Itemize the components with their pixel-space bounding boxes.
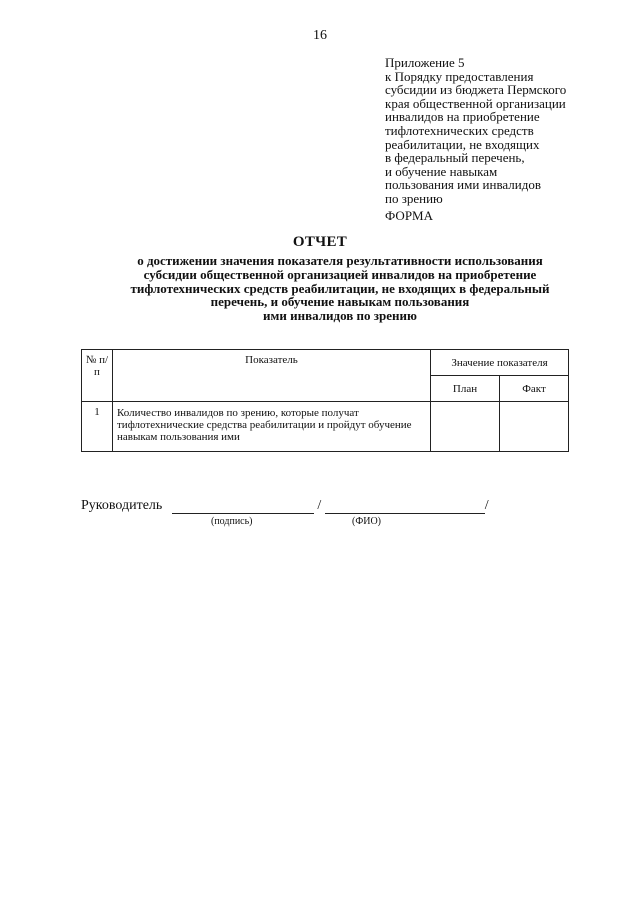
appendix-header (385, 56, 615, 206)
signature-block (81, 498, 489, 514)
name-line[interactable] (325, 501, 485, 514)
table-header-row (82, 350, 569, 376)
signature-end: / (484, 498, 489, 513)
subtitle-line: тифлотехнических средств реабилитации, не входящих в федеральный (130, 280, 550, 296)
subtitle-line: субсидии общественной организацией инвалидов на приобретение (143, 266, 537, 282)
appendix-line: тифлотехнических средств (385, 122, 534, 138)
appendix-line: в федеральный перечень, (385, 150, 525, 166)
name-caption: (ФИО) (352, 516, 382, 527)
row-fact-value[interactable] (500, 402, 569, 452)
header-plan: План (431, 376, 500, 402)
row-indicator: Количество инвалидов по зрению, которые получат тифлотехнические средства реабилитации и пройдут обучение навыкам пользования ими (113, 402, 431, 452)
appendix-line: по зрению (385, 190, 443, 206)
signature-line[interactable] (172, 501, 314, 514)
report-subtitle (90, 254, 590, 323)
appendix-line: субсидии из бюджета Пермского (385, 82, 567, 98)
header-num: № п/п (82, 350, 113, 402)
subtitle-line: о достижении значения показателя результативности использования (137, 253, 543, 268)
forma-label: ФОРМА (385, 208, 433, 223)
header-fact: Факт (500, 376, 569, 402)
appendix-line: реабилитации, не входящих (385, 136, 540, 152)
indicators-table (81, 349, 569, 452)
appendix-line: инвалидов на приобретение (385, 109, 540, 125)
signature-caption: (подпись) (211, 516, 253, 527)
signature-separator: / (317, 498, 322, 513)
appendix-line: и обучение навыкам (385, 163, 498, 179)
appendix-line: края общественной организации (385, 95, 566, 111)
header-value-group: Значение показателя (431, 350, 569, 376)
header-indicator: Показатель (113, 350, 431, 402)
signature-label: Руководитель (81, 498, 163, 513)
subtitle-line: перечень, и обучение навыкам пользования (210, 294, 470, 310)
appendix-line: Приложение 5 (385, 55, 465, 70)
row-plan-value[interactable] (431, 402, 500, 452)
row-num: 1 (82, 402, 113, 452)
appendix-line: пользования ими инвалидов (385, 177, 541, 193)
table-row (82, 402, 569, 452)
subtitle-line: ими инвалидов по зрению (263, 308, 417, 324)
appendix-line: к Порядку предоставления (385, 68, 534, 84)
page-number: 16 (313, 28, 327, 43)
report-title: ОТЧЕТ (292, 234, 348, 250)
